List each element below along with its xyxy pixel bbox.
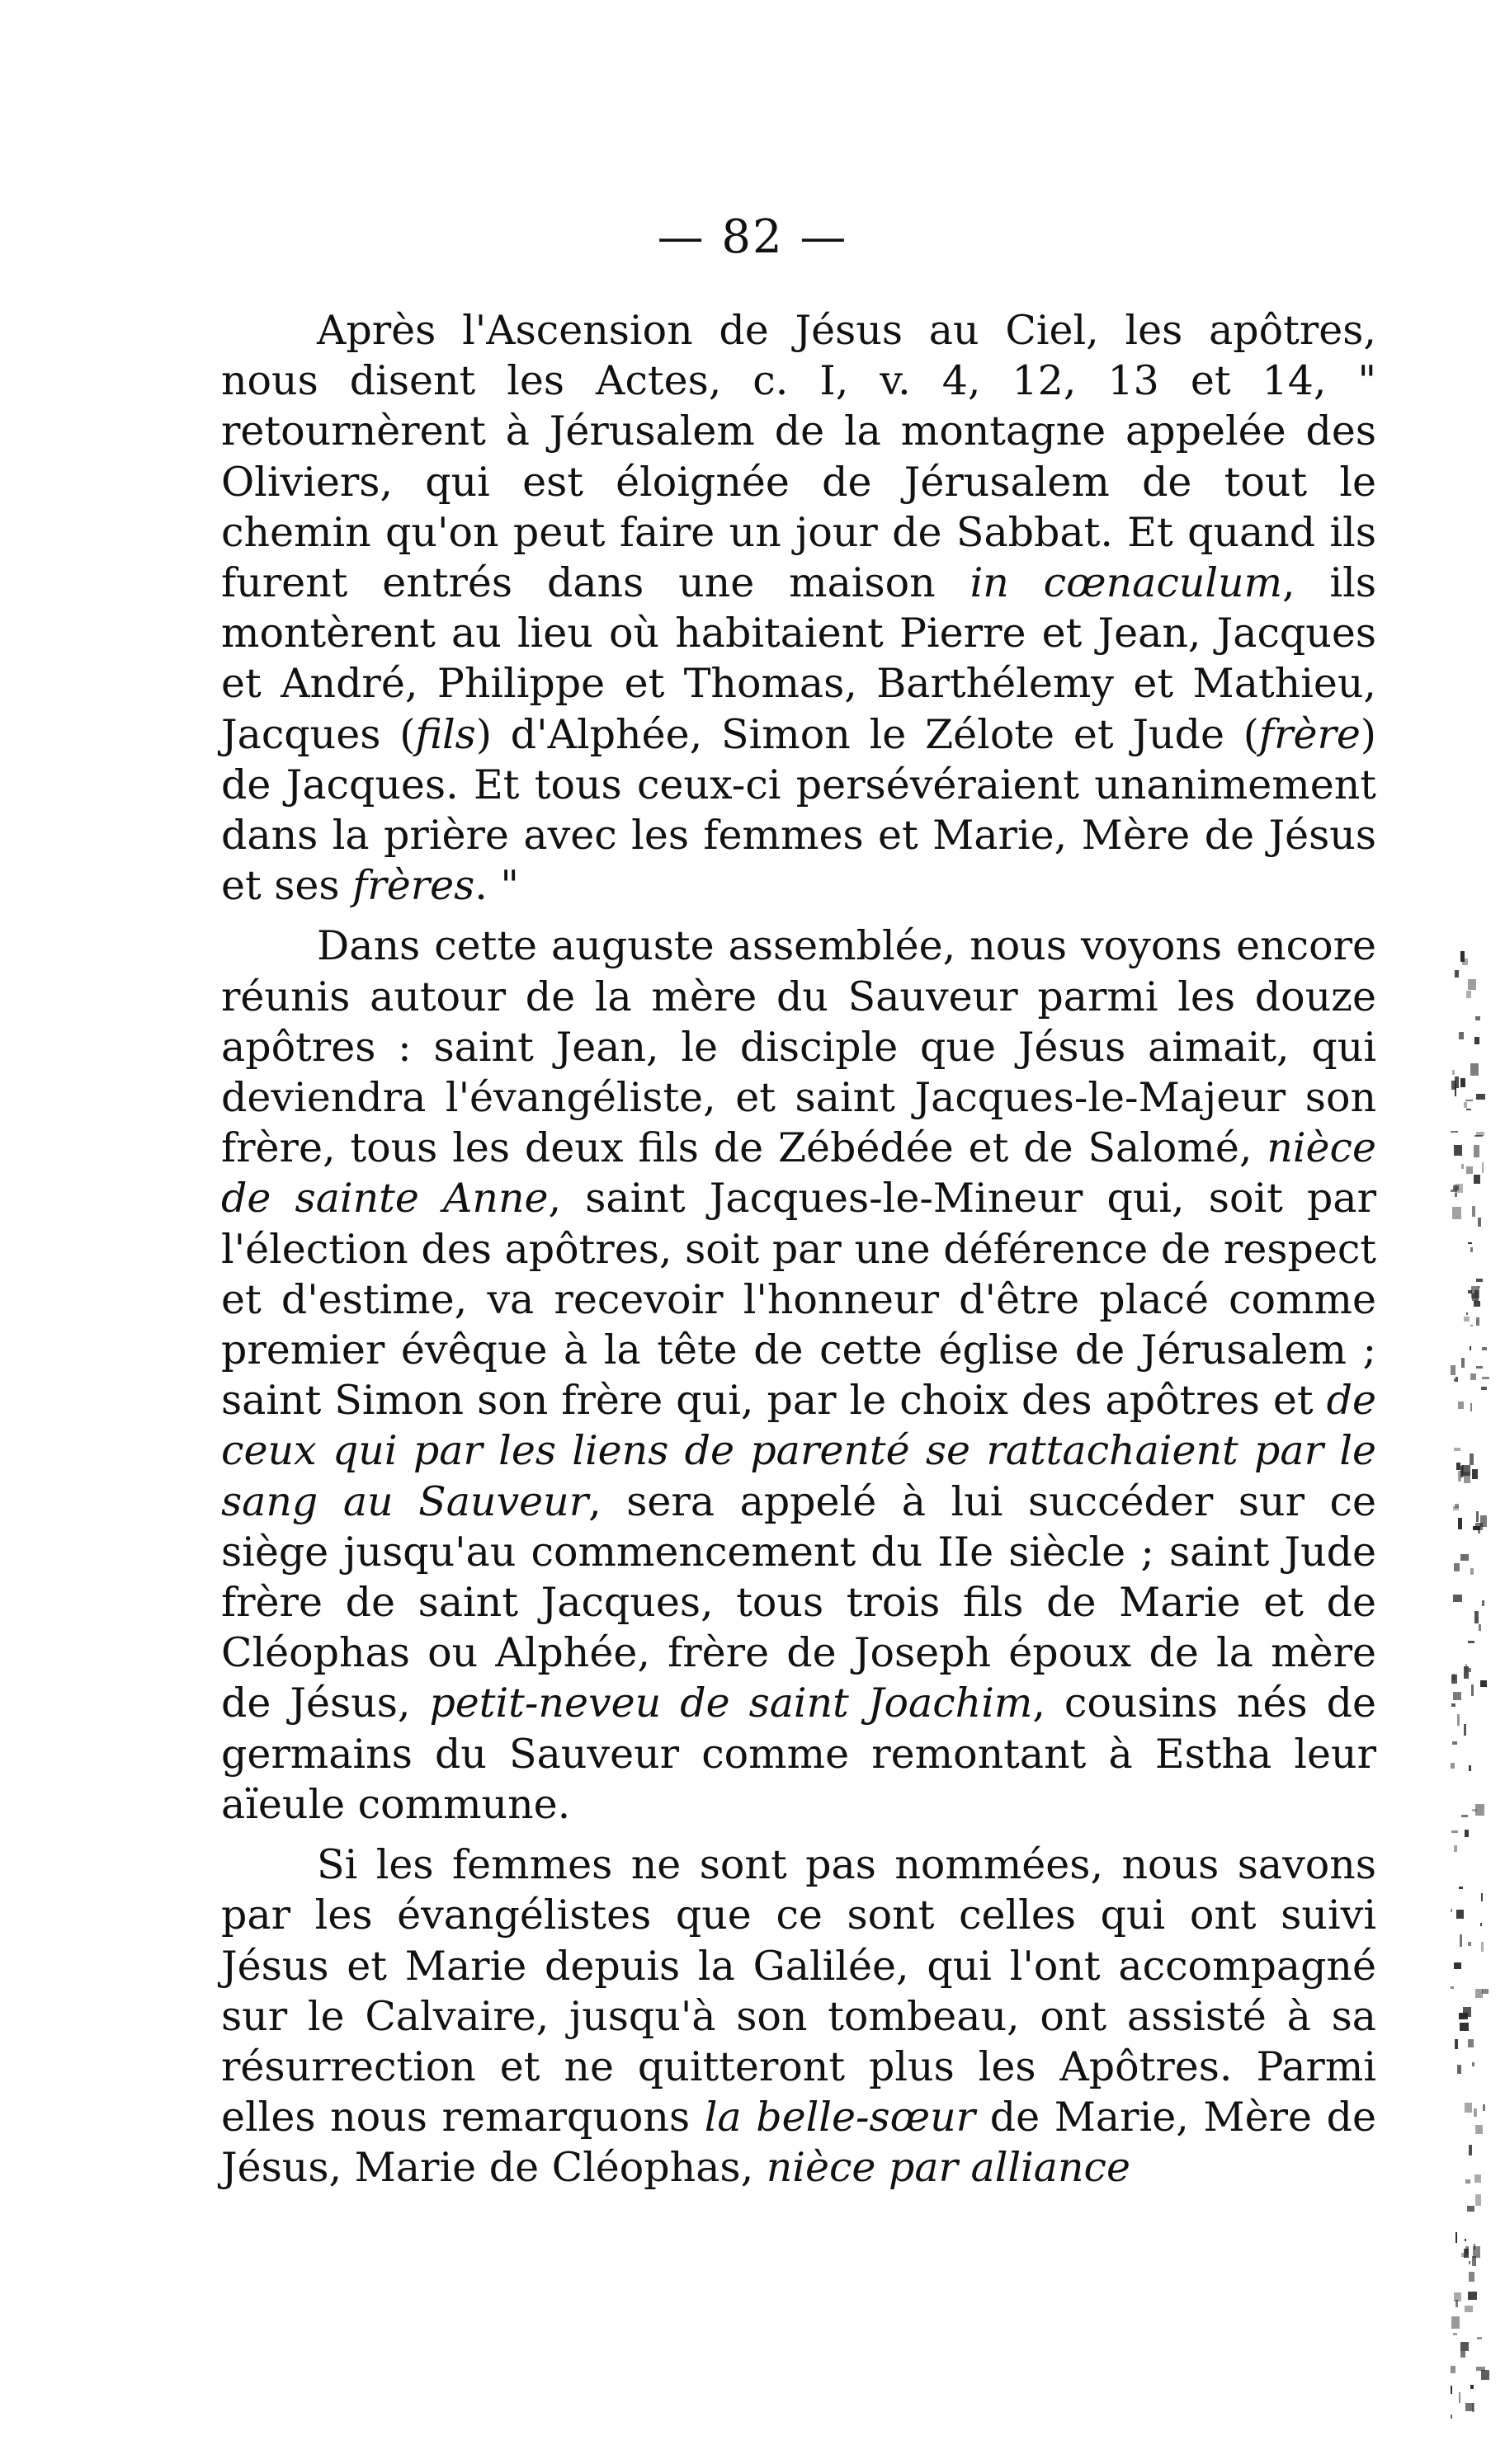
scan-speck	[1455, 1086, 1456, 1096]
scan-speck	[1480, 1923, 1482, 1926]
scan-speck	[1470, 1325, 1473, 1326]
scan-speck	[1470, 1568, 1474, 1575]
scan-speck	[1468, 1641, 1474, 1643]
scan-speck	[1483, 2104, 1485, 2111]
scan-speck	[1451, 1830, 1458, 1833]
text-run: de Marie, Mère de Jésus, Marie de Cléophas,	[221, 2094, 1376, 2192]
scan-speck	[1472, 1206, 1475, 1217]
scan-speck	[1474, 1145, 1479, 1157]
scan-speck	[1460, 2023, 1469, 2031]
scan-speck	[1456, 1463, 1460, 1470]
italic-text: nièce de sainte Anne	[221, 1124, 1376, 1223]
scan-speck	[1455, 1377, 1458, 1382]
italic-text: frères	[352, 862, 475, 910]
scan-speck	[1470, 1453, 1474, 1465]
scan-speck	[1474, 1135, 1483, 1137]
scan-speck	[1451, 1703, 1455, 1707]
scan-speck	[1465, 2239, 1466, 2241]
scan-speck	[1457, 1714, 1460, 1726]
scan-speck	[1482, 1377, 1489, 1379]
scan-speck	[1451, 2386, 1452, 2394]
scan-speck	[1476, 2367, 1485, 2371]
scan-speck	[1465, 2179, 1470, 2184]
scan-speck	[1475, 2194, 1481, 2206]
text-run: Après l'Ascension de Jésus au Ciel, les apôtres, nous disent les Actes, c. I, v. 4, 12, 13 et 14, " retournèrent à Jérusalem de la montagne appelée des Oliviers, qui est éloignée de Jérusalem de tout le chemin qu'on peut faire un jour de Sabbat. Et quand ils furent entrés dans une maison	[221, 307, 1376, 607]
paragraph	[221, 1840, 1376, 2193]
italic-text: petit-neveu de saint Joachim	[429, 1680, 1033, 1727]
scan-speck	[1471, 1286, 1479, 1298]
scan-speck	[1472, 1469, 1478, 1479]
page-number: — 82 —	[657, 210, 848, 264]
scan-speck	[1464, 1317, 1470, 1322]
scan-speck	[1482, 1989, 1488, 1994]
scan-speck	[1474, 1037, 1479, 1044]
scan-speck	[1476, 1094, 1485, 1100]
scan-speck	[1460, 2351, 1465, 2358]
scan-speck	[1469, 2261, 1470, 2264]
scan-speck	[1469, 1668, 1471, 1672]
scan-speck	[1460, 1554, 1469, 1561]
body-text	[221, 305, 1376, 2193]
scan-speck	[1453, 1692, 1461, 1700]
scan-speck	[1477, 2337, 1482, 2339]
scan-speck	[1454, 1845, 1457, 1852]
scan-speck	[1474, 1301, 1480, 1307]
scan-speck	[1473, 2246, 1480, 2258]
scan-speck	[1476, 1511, 1479, 1522]
scan-speck	[1470, 1247, 1473, 1252]
scan-speck	[1476, 1317, 1479, 1326]
scan-speck	[1476, 1366, 1483, 1369]
scan-speck	[1460, 1934, 1462, 1947]
scan-speck	[1475, 1016, 1480, 1020]
scan-speck	[1461, 1164, 1464, 1169]
scan-speck	[1451, 1365, 1455, 1375]
scan-speck	[1466, 991, 1471, 998]
scan-speck	[1466, 1109, 1471, 1110]
scan-speck	[1460, 1078, 1465, 1087]
scan-speck	[1454, 1448, 1460, 1451]
scan-speck	[1474, 1611, 1479, 1623]
scan-speck	[1454, 2292, 1461, 2301]
scan-speck	[1458, 1402, 1464, 1409]
scan-speck	[1482, 1162, 1484, 1173]
text-run: Dans cette auguste assemblée, nous voyons encore réunis autour de la mère du Sauveur parmi les douze apôtres : saint Jean, le disciple que Jésus aimait, qui deviendra l'évangéliste, et saint Jacques-le-Majeur son frère, tous les deux fils de Zébédée et de Salomé,	[221, 922, 1376, 1172]
scan-speck	[1459, 2013, 1468, 2019]
scan-speck	[1457, 2065, 1461, 2074]
scan-speck	[1451, 1131, 1458, 1133]
scan-speck	[1458, 1518, 1462, 1529]
scan-speck	[1470, 1373, 1476, 1380]
paragraph	[221, 305, 1376, 911]
scan-speck	[1481, 1387, 1487, 1390]
scan-speck	[1482, 1600, 1484, 1606]
text-run: . "	[474, 862, 519, 910]
scan-speck	[1459, 1887, 1463, 1889]
scan-speck	[1481, 1893, 1483, 1901]
scan-speck	[1466, 1312, 1468, 1315]
scan-speck	[1466, 1166, 1473, 1174]
italic-text: nièce par alliance	[766, 2144, 1130, 2192]
italic-text: fils	[415, 710, 476, 758]
italic-text: de ceux qui par les liens de parenté se rattachaient par le sang au Sauveur	[221, 1377, 1376, 1525]
scan-speck	[1470, 1403, 1472, 1411]
scan-speck	[1452, 1070, 1455, 1075]
scan-speck	[1481, 2370, 1489, 2380]
scan-speck	[1455, 970, 1459, 978]
scan-speck	[1469, 2272, 1474, 2282]
scan-speck	[1468, 1942, 1471, 1946]
scan-speck	[1480, 1680, 1487, 1687]
scan-speck	[1451, 2415, 1452, 2419]
scan-speck	[1475, 2125, 1483, 2134]
scan-speck	[1452, 1741, 1457, 1745]
scan-speck	[1455, 1504, 1459, 1508]
scan-speck	[1451, 2366, 1455, 2373]
text-run: , cousins nés de germains du Sauveur comme remontant à Estha leur aïeule commune.	[221, 1680, 1376, 1828]
scan-speck	[1472, 2403, 1474, 2412]
italic-text: in cœnaculum	[970, 559, 1283, 607]
scan-speck	[1460, 2342, 1469, 2351]
scan-speck	[1464, 1102, 1467, 1108]
text-run: , sera appelé à lui succéder sur ce siège jusqu'au commencement du IIe siècle ; saint Jude frère de saint Jacques, tous trois fils de Marie et de Cléophas ou Alphée, frère de Joseph époux de la mère de Jésus,	[221, 1477, 1376, 1727]
scan-speck	[1468, 979, 1476, 990]
scan-speck	[1480, 1515, 1487, 1527]
scan-speck	[1475, 1989, 1483, 1998]
scan-speck	[1467, 2206, 1474, 2212]
scan-speck	[1468, 1242, 1472, 1244]
scan-speck	[1451, 1675, 1457, 1684]
scan-speck	[1456, 1910, 1464, 1919]
scan-speck	[1469, 2145, 1472, 2155]
paragraph	[221, 921, 1376, 1830]
scan-speck	[1474, 2108, 1477, 2117]
scan-speck	[1470, 1346, 1471, 1350]
scan-speck	[1451, 1909, 1452, 1912]
scan-speck	[1461, 1815, 1468, 1817]
italic-text: la belle-sœur	[704, 2094, 976, 2141]
scan-speck	[1455, 2232, 1457, 2243]
scan-speck	[1453, 1595, 1462, 1602]
text-run: , ils montèrent au lieu où habitaient Pierre et Jean, Jacques et André, Philippe et Thomas, Barthélemy et Mathieu, Jacques (	[221, 559, 1376, 758]
scan-speck	[1464, 1666, 1469, 1679]
scan-speck	[1468, 2292, 1477, 2300]
text-run: , saint Jacques-le-Mineur qui, soit par l'élection des apôtres, soit par une déférence de respect et d'estime, va recevoir l'honneur d'être placé comme premier évêque à la tête de cette église de Jérusalem ; saint Simon son frère qui, par le choix des apôtres et	[221, 1175, 1377, 1425]
scan-speck	[1459, 2392, 1460, 2403]
scan-speck	[1460, 951, 1465, 962]
scan-speck	[1454, 1563, 1460, 1571]
text-run: Si les femmes ne sont pas nommées, nous savons par les évangélistes que ce sont celles qui ont suivi Jésus et Marie depuis la Galilée, qui l'ont accompagné sur le Calvaire, jusqu'à son tombeau, ont assisté à sa résurrection et ne quitteront plus les Apôtres. Parmi elles nous remarquons	[221, 1841, 1376, 2141]
scan-speck	[1461, 2253, 1465, 2257]
scan-speck	[1465, 1830, 1469, 1837]
scan-speck	[1464, 1724, 1466, 1736]
scan-speck	[1478, 1218, 1481, 1227]
scan-speck	[1455, 1193, 1457, 1197]
scan-speck	[1461, 1358, 1465, 1368]
scan-speck	[1481, 1942, 1484, 1952]
scan-speck	[1476, 1279, 1483, 1282]
scan-speck	[1465, 2306, 1473, 2312]
scan-speck	[1470, 1063, 1479, 1076]
scan-speck	[1474, 2174, 1481, 2183]
scan-speck	[1468, 2039, 1474, 2047]
scan-speck	[1451, 1763, 1455, 1769]
scan-speck	[1470, 2385, 1474, 2389]
scan-speck	[1482, 1347, 1487, 1350]
text-run: ) de Jacques. Et tous ceux-ci persévéraient unanimement dans la prière avec les femmes et Marie, Mère de Jésus et ses	[221, 710, 1377, 910]
scan-speck	[1471, 1684, 1474, 1696]
scan-speck	[1465, 2103, 1472, 2113]
scan-speck	[1454, 1962, 1461, 1969]
scan-speck	[1479, 1624, 1481, 1631]
scan-speck	[1455, 2039, 1458, 2049]
scan-edge-noise	[1451, 949, 1493, 2433]
scan-speck	[1451, 2316, 1460, 2329]
scan-speck	[1474, 1175, 1480, 1184]
scan-speck	[1478, 1529, 1480, 1534]
scan-speck	[1454, 1145, 1462, 1156]
scan-speck	[1475, 1804, 1484, 1816]
italic-text: frère	[1258, 710, 1361, 758]
scan-speck	[1452, 1207, 1461, 1219]
scan-speck	[1465, 1100, 1473, 1101]
scan-speck	[1451, 1986, 1454, 1989]
text-run: ) d'Alphée, Simon le Zélote et Jude (	[475, 710, 1259, 758]
scan-speck	[1472, 2062, 1474, 2066]
scan-speck	[1464, 1472, 1470, 1483]
scan-speck	[1455, 1184, 1463, 1193]
scan-speck	[1469, 1765, 1471, 1771]
scan-speck	[1453, 2333, 1457, 2335]
scan-speck	[1459, 1032, 1464, 1039]
